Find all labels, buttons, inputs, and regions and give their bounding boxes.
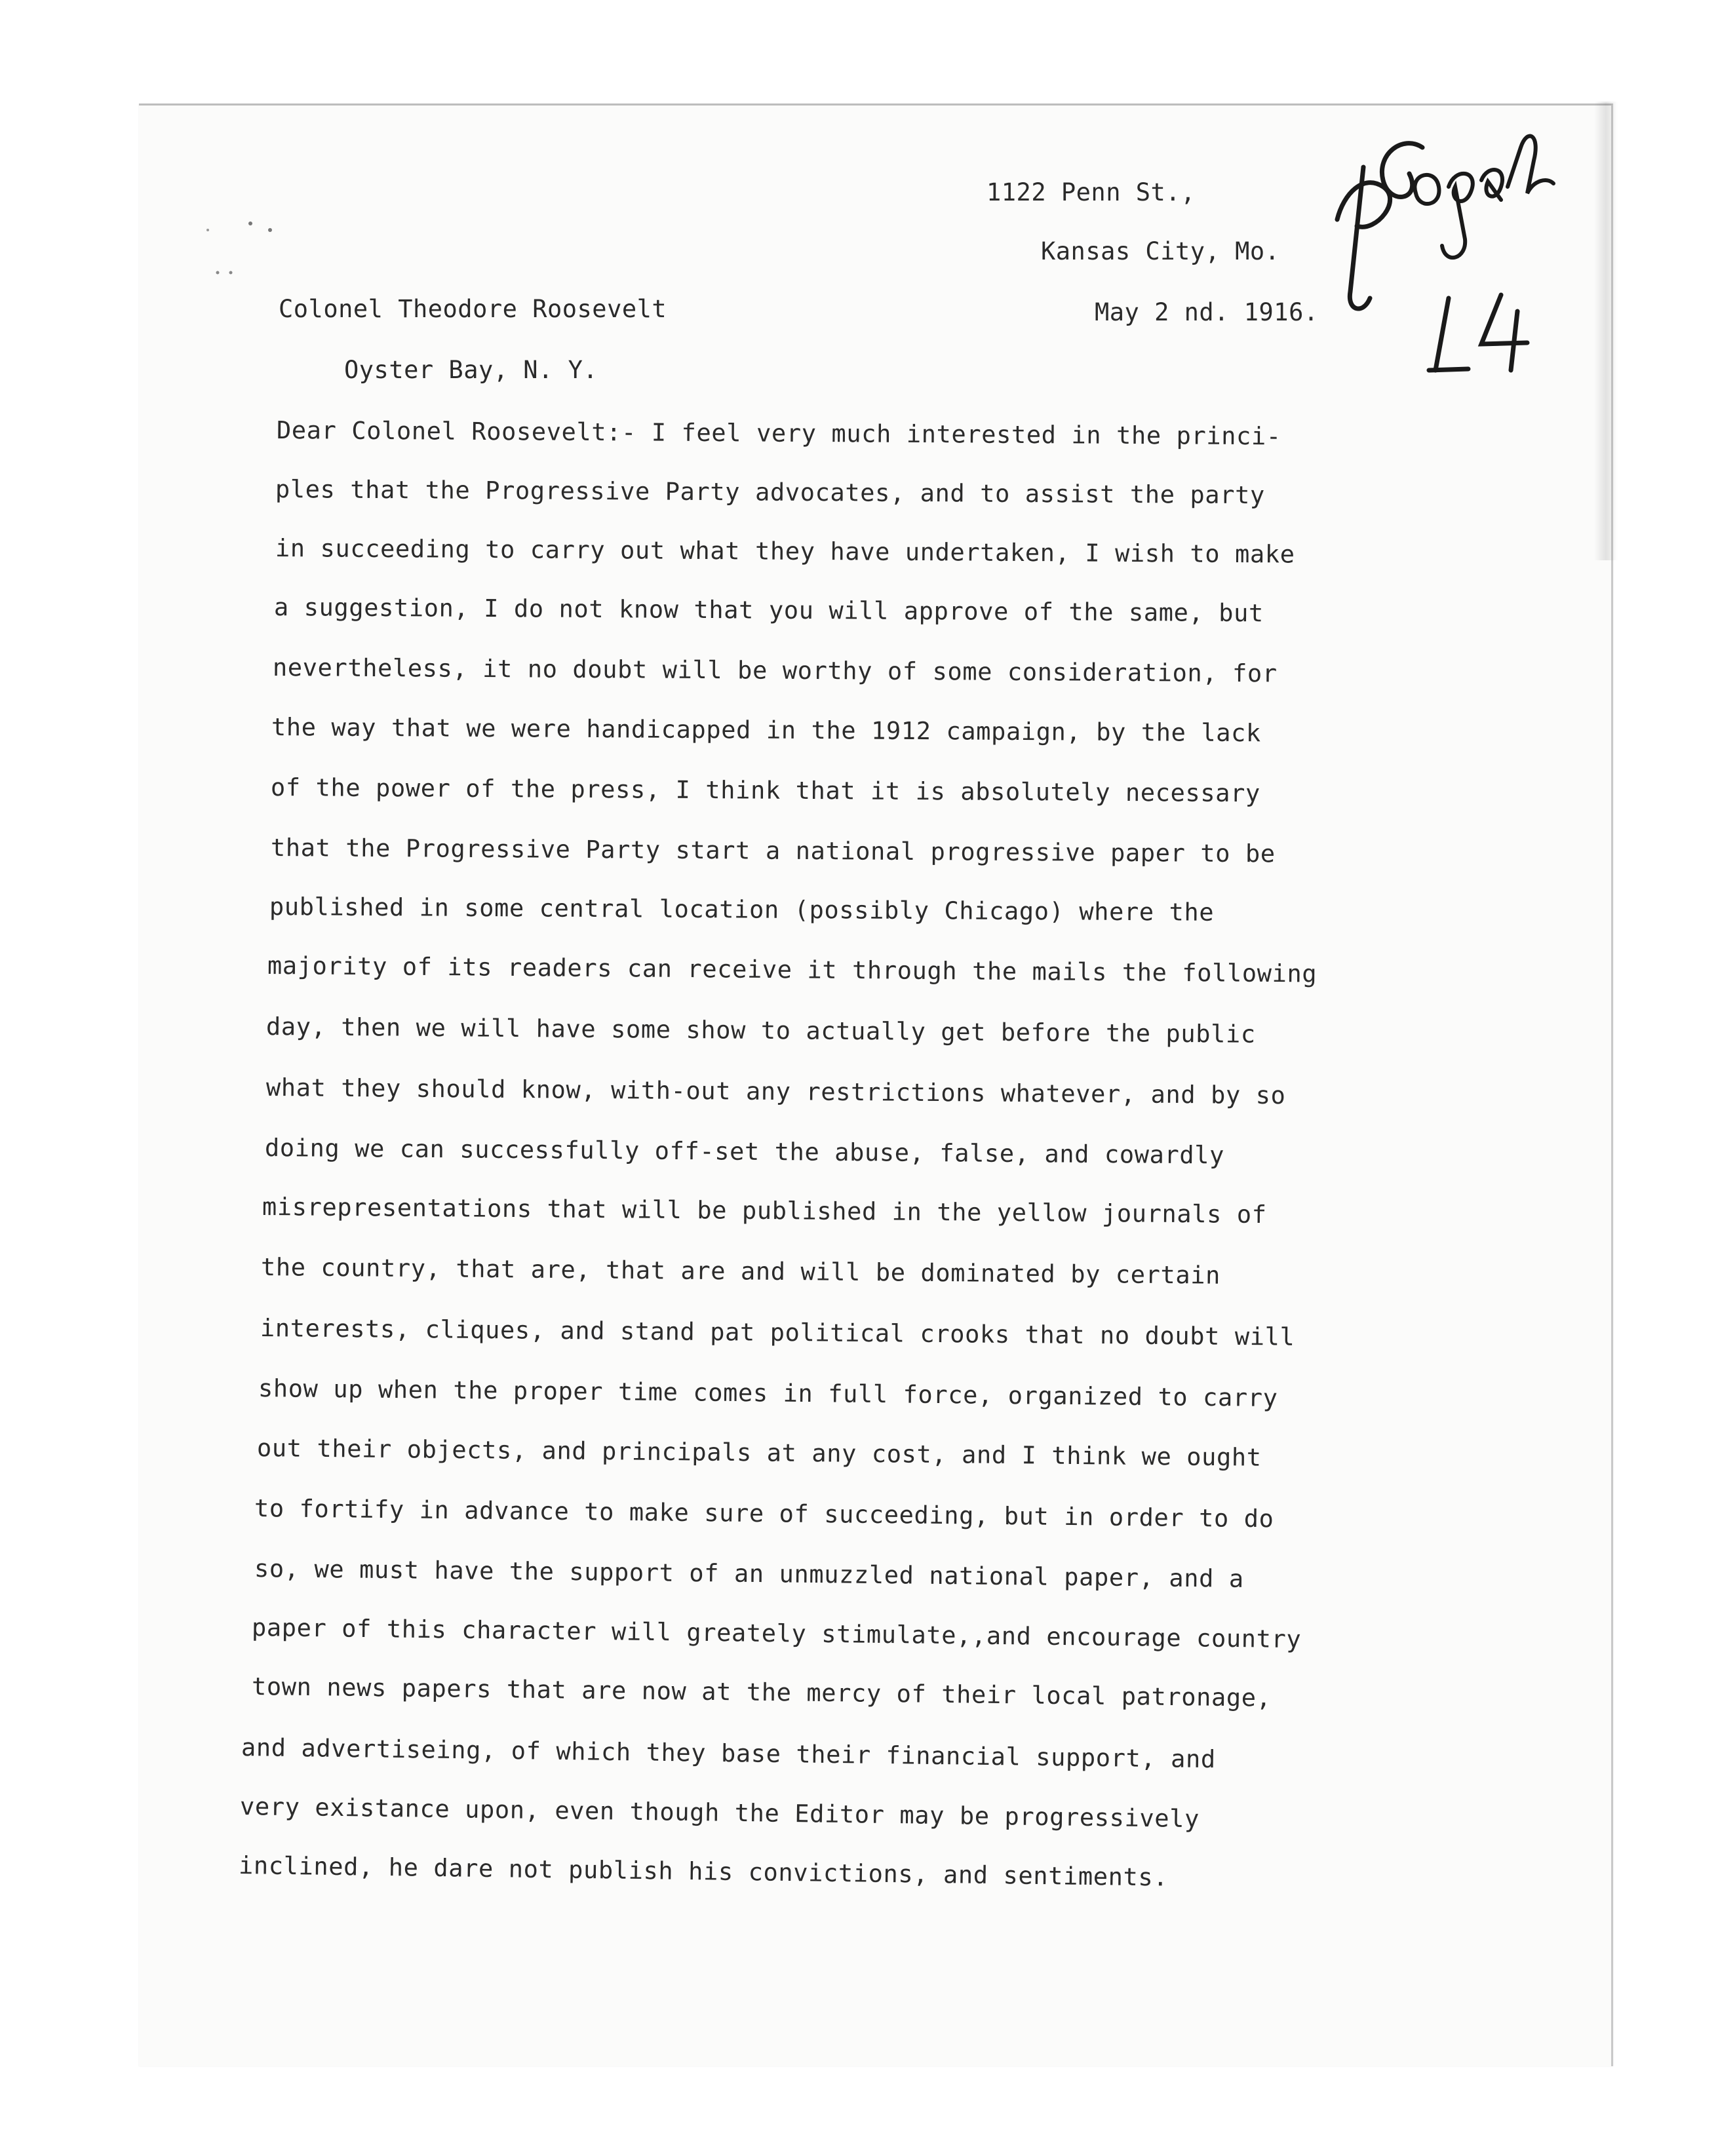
handwritten-14-mark xyxy=(1429,292,1540,377)
body-line: to fortify in advance to make sure of succeeding, but in order to do xyxy=(254,1494,1274,1533)
sender-street: 1122 Penn St., xyxy=(986,178,1196,206)
body-line: ples that the Progressive Party advocates, and to assist the party xyxy=(275,475,1265,510)
recipient-name: Colonel Theodore Roosevelt xyxy=(279,295,667,323)
body-line: a suggestion, I do not know that you will approve of the same, but xyxy=(273,593,1264,628)
paper-edge-shadow xyxy=(1594,102,1618,560)
body-line: in succeeding to carry out what they have undertaken, I wish to make xyxy=(275,534,1295,569)
letter-date: May 2 nd. 1916. xyxy=(1095,298,1319,326)
paper-specks xyxy=(198,204,303,289)
body-line: what they should know, with-out any restrictions whatever, and by so xyxy=(265,1073,1286,1110)
handwritten-number-annotation xyxy=(1429,292,1540,380)
body-line: interests, cliques, and stand pat political crooks that no doubt will xyxy=(260,1314,1295,1351)
body-line: town news papers that are now at the mercy of their local patronage, xyxy=(251,1672,1272,1712)
body-line: and advertiseing, of which they base their financial support, and xyxy=(241,1733,1217,1774)
body-line: that the Progressive Party start a national progressive paper to be xyxy=(270,834,1276,868)
body-line: inclined, he dare not publish his convictions, and sentiments. xyxy=(238,1851,1169,1892)
body-line: day, then we will have some show to actually get before the public xyxy=(265,1012,1256,1049)
body-line: of the power of the press, I think that it is absolutely necessary xyxy=(270,773,1260,808)
body-line: Dear Colonel Roosevelt:- I feel very much interested in the princi- xyxy=(276,416,1281,451)
body-line: out their objects, and principals at any cost, and I think we ought xyxy=(256,1434,1262,1472)
body-line: very existance upon, even though the Editor may be progressively xyxy=(239,1792,1200,1834)
body-line: nevertheless, it no doubt will be worthy of some consideration, for xyxy=(272,653,1278,688)
body-line: paper of this character will greately stimulate,,and encourage country xyxy=(251,1613,1302,1654)
sender-city: Kansas City, Mo. xyxy=(1041,237,1280,265)
body-line: published in some central location (possibly Chicago) where the xyxy=(269,893,1215,927)
body-line: majority of its readers can receive it through the mails the following xyxy=(267,952,1318,988)
body-line: so, we must have the support of an unmuzzled national paper, and a xyxy=(254,1554,1244,1593)
body-line: show up when the proper time comes in full force, organized to carry xyxy=(258,1374,1278,1412)
recipient-place: Oyster Bay, N. Y. xyxy=(344,356,598,384)
body-line: misrepresentations that will be published in the yellow journals of xyxy=(262,1193,1267,1229)
body-line: the country, that are, that are and will be dominated by certain xyxy=(260,1253,1221,1290)
body-line: doing we can successfully off-set the abuse, false, and cowardly xyxy=(264,1134,1225,1170)
body-line: the way that we were handicapped in the 1912 campaign, by the lack xyxy=(271,713,1261,748)
